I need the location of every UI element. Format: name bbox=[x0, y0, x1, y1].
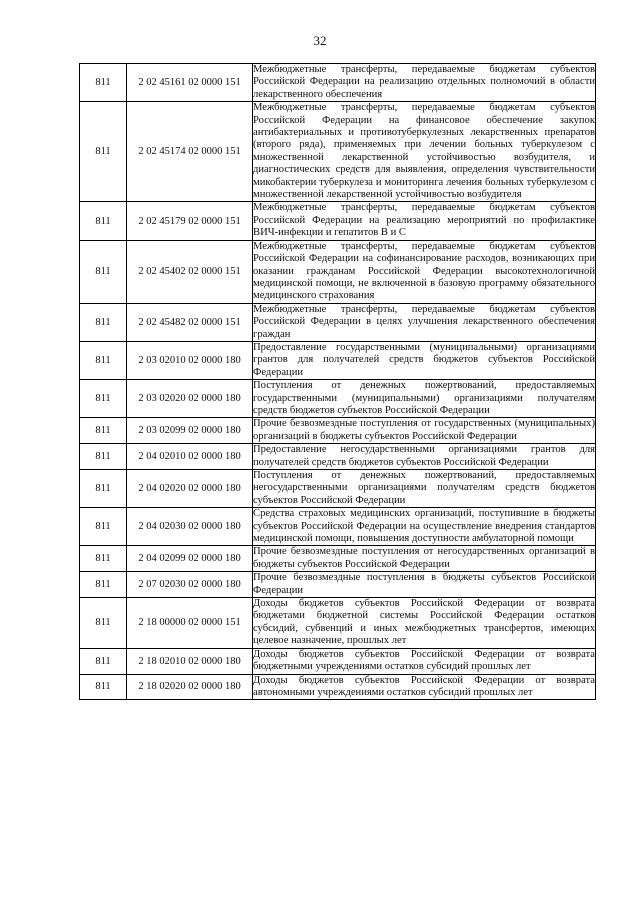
revenue-code-cell: 2 02 45482 02 0000 151 bbox=[127, 303, 253, 341]
revenue-name-cell: Межбюджетные трансферты, передаваемые бюджетам субъектов Российской Федерации на реализацию отдельных полномочий в области лекарственного обеспечения bbox=[253, 64, 595, 100]
table-row bbox=[80, 102, 596, 202]
revenue-code-cell: 2 04 02020 02 0000 180 bbox=[127, 470, 253, 508]
revenue-name-cell: Предоставление государственными (муниципальными) организациями грантов для получателей средств бюджетов субъектов Российской Федерации bbox=[253, 341, 595, 378]
revenue-code-cell: 2 04 02030 02 0000 180 bbox=[127, 508, 253, 546]
administrator-code-cell: 811 bbox=[80, 648, 127, 674]
administrator-code-cell: 811 bbox=[80, 674, 127, 700]
revenue-name-cell: Доходы бюджетов субъектов Российской Федерации от возврата автономными учреждениями остатков субсидий прошлых лет bbox=[253, 674, 595, 698]
table-row bbox=[80, 64, 596, 102]
table-row bbox=[80, 418, 596, 444]
administrator-code-cell: 811 bbox=[80, 102, 127, 202]
revenue-name-cell: Прочие безвозмездные поступления от негосударственных организаций в бюджеты субъектов Российской Федерации bbox=[253, 546, 595, 570]
administrator-code-cell: 811 bbox=[80, 64, 127, 102]
revenue-name-cell: Доходы бюджетов субъектов Российской Федерации от возврата бюджетными учреждениями остатков субсидий прошлых лет bbox=[253, 648, 595, 673]
table-row bbox=[80, 444, 596, 470]
table-body bbox=[80, 64, 596, 700]
revenue-code-cell: 2 18 00000 02 0000 151 bbox=[127, 598, 253, 649]
revenue-name-cell: Межбюджетные трансферты, передаваемые бюджетам субъектов Российской Федерации в целях улучшения лекарственного обеспечения граждан bbox=[253, 303, 595, 340]
revenue-name-cell: Доходы бюджетов субъектов Российской Федерации от возврата бюджетами бюджетной системы Российской Федерации остатков субсидий, субвенций и иных межбюджетных трансфертов, имеющих целевое назначение, прошлых лет bbox=[253, 598, 595, 647]
table-row bbox=[80, 380, 596, 418]
revenue-code-cell: 2 18 02010 02 0000 180 bbox=[127, 648, 253, 674]
administrator-code-cell: 811 bbox=[80, 240, 127, 303]
revenue-code-cell: 2 03 02099 02 0000 180 bbox=[127, 418, 253, 444]
revenue-code-cell: 2 03 02010 02 0000 180 bbox=[127, 341, 253, 379]
page-number: 32 bbox=[313, 33, 327, 48]
administrator-code-cell: 811 bbox=[80, 546, 127, 572]
table-row bbox=[80, 508, 596, 546]
revenue-code-cell: 2 02 45179 02 0000 151 bbox=[127, 202, 253, 240]
table-row bbox=[80, 648, 596, 674]
revenue-code-cell: 2 18 02020 02 0000 180 bbox=[127, 674, 253, 700]
administrator-code-cell: 811 bbox=[80, 202, 127, 240]
table-row bbox=[80, 303, 596, 341]
table-row bbox=[80, 598, 596, 649]
revenue-code-cell: 2 04 02010 02 0000 180 bbox=[127, 444, 253, 470]
revenue-name-cell: Межбюджетные трансферты, передаваемые бюджетам субъектов Российской Федерации на софинансирование расходов, возникающих при оказании гражданам Российской Федерации высокотехнологичной медицинской помощи, не включенной в базовую программу обязательного медицинского страхования bbox=[253, 240, 595, 302]
administrator-code-cell: 811 bbox=[80, 303, 127, 341]
revenue-name-cell: Поступления от денежных пожертвований, предоставляемых государственными (муниципальными) организациями получателям средств бюджетов субъектов Российской Федерации bbox=[253, 380, 595, 416]
revenue-name-cell: Межбюджетные трансферты, передаваемые бюджетам субъектов Российской Федерации на финансовое обеспечение закупок антибактериальных и противотуберкулезных лекарственных препаратов (второго ряда), применяемых при лечении больных туберкулезом с множественной лекарственной устойчивостью возбудителя, и диагностических средств для выявления, определения чувствительности микобактерии туберкулеза и мониторинга лечения больных туберкулезом с множественной лекарственной устойчивостью возбудителя bbox=[253, 102, 595, 201]
table-row bbox=[80, 470, 596, 508]
administrator-code-cell: 811 bbox=[80, 470, 127, 508]
revenue-code-cell: 2 04 02099 02 0000 180 bbox=[127, 546, 253, 572]
revenue-name-cell: Поступления от денежных пожертвований, предоставляемых негосударственными организациями получателям средств бюджетов субъектов Российской Федерации bbox=[253, 470, 595, 506]
administrator-code-cell: 811 bbox=[80, 444, 127, 470]
administrator-code-cell: 811 bbox=[80, 508, 127, 546]
revenue-name-cell: Средства страховых медицинских организаций, поступившие в бюджеты субъектов Российской Федерации на осуществление внедрения стандартов медицинской помощи, повышения доступности амбулаторной помощи bbox=[253, 508, 595, 545]
administrator-code-cell: 811 bbox=[80, 418, 127, 444]
revenue-code-cell: 2 07 02030 02 0000 180 bbox=[127, 572, 253, 598]
revenue-code-cell: 2 02 45161 02 0000 151 bbox=[127, 64, 253, 102]
table-row bbox=[80, 240, 596, 303]
revenue-name-cell: Прочие безвозмездные поступления от государственных (муниципальных) организаций в бюджеты субъектов Российской Федерации bbox=[253, 418, 595, 442]
revenue-name-cell: Прочие безвозмездные поступления в бюджеты субъектов Российской Федерации bbox=[253, 572, 595, 596]
revenue-code-cell: 2 02 45174 02 0000 151 bbox=[127, 102, 253, 202]
table-row bbox=[80, 202, 596, 240]
revenue-code-cell: 2 03 02020 02 0000 180 bbox=[127, 380, 253, 418]
table-row bbox=[80, 546, 596, 572]
revenue-code-cell: 2 02 45402 02 0000 151 bbox=[127, 240, 253, 303]
administrator-code-cell: 811 bbox=[80, 380, 127, 418]
table-row bbox=[80, 674, 596, 700]
budget-classification-table bbox=[79, 63, 596, 700]
table-row bbox=[80, 341, 596, 379]
revenue-name-cell: Межбюджетные трансферты, передаваемые бюджетам субъектов Российской Федерации на реализацию мероприятий по профилактике ВИЧ-инфекции и гепатитов B и C bbox=[253, 202, 595, 239]
administrator-code-cell: 811 bbox=[80, 341, 127, 379]
revenue-name-cell: Предоставление негосударственными организациями грантов для получателей средств бюджетов субъектов Российской Федерации bbox=[253, 444, 595, 468]
administrator-code-cell: 811 bbox=[80, 572, 127, 598]
administrator-code-cell: 811 bbox=[80, 598, 127, 649]
table-row bbox=[80, 572, 596, 598]
